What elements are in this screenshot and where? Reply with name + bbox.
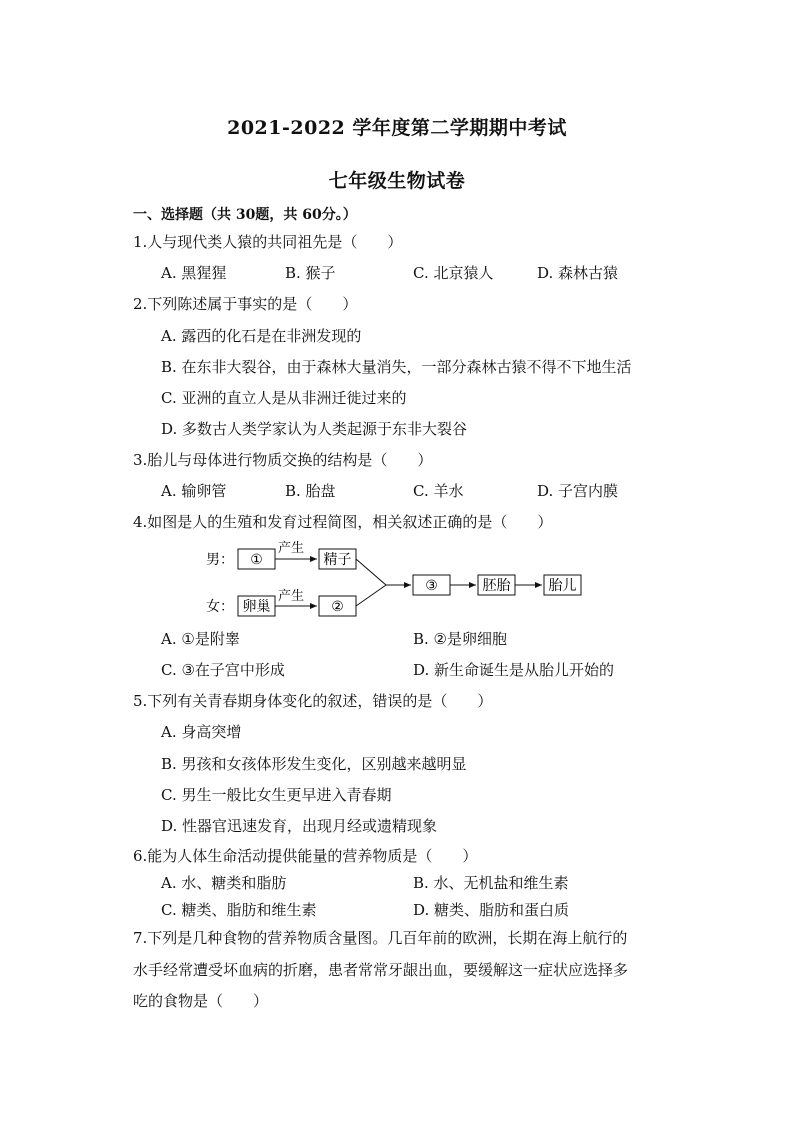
diagram-produce-label-male: 产生 — [278, 541, 305, 556]
q6-option-c: C. 糖类、脂肪和维生素 — [161, 901, 317, 919]
q4-option-b: B. ②是卵细胞 — [413, 630, 508, 648]
q1-option-c: C. 北京猿人 — [413, 264, 494, 282]
q5-option-d: D. 性器官迅速发育，出现月经或遗精现象 — [161, 817, 438, 835]
paper-subtitle: 七年级生物试卷 — [328, 170, 466, 192]
q2-option-a: A. 露西的化石是在非洲发现的 — [161, 327, 362, 345]
question-7-line-2: 水手经常遭受坏血病的折磨，患者常常牙龈出血，要缓解这一症状应选择多 — [133, 961, 629, 979]
q6-option-b: B. 水、无机盐和维生素 — [413, 874, 569, 892]
diagram-fetus-label: 胎儿 — [548, 578, 577, 594]
section-heading: 一、选择题（共 30题，共 60分。） — [133, 207, 357, 223]
q3-option-d: D. 子宫内膜 — [537, 482, 619, 500]
diagram-merge-line-top — [356, 559, 386, 585]
q3-option-b: B. 胎盘 — [285, 482, 336, 500]
question-6-stem: 6.能为人体生命活动提供能量的营养物质是（ ） — [133, 847, 478, 865]
reproduction-diagram — [200, 538, 600, 626]
question-1-stem: 1.人与现代类人猿的共同祖先是（ ） — [133, 233, 403, 251]
diagram-box-3-label: ③ — [425, 578, 438, 594]
q1-option-b: B. 猴子 — [285, 264, 336, 282]
q6-option-d: D. 糖类、脂肪和蛋白质 — [413, 901, 570, 919]
q1-option-a: A. 黑猩猩 — [161, 264, 227, 282]
question-7-line-3: 吃的食物是（ ） — [133, 992, 269, 1010]
diagram-box-2-label: ② — [331, 599, 344, 615]
q5-option-b: B. 男孩和女孩体形发生变化，区别越来越明显 — [161, 755, 467, 773]
diagram-produce-label-female: 产生 — [278, 589, 305, 604]
diagram-box-1-label: ① — [250, 552, 263, 568]
q3-option-c: C. 羊水 — [413, 482, 464, 500]
diagram-sperm-label: 精子 — [323, 552, 352, 568]
question-2-stem: 2.下列陈述属于事实的是（ ） — [133, 295, 358, 313]
q2-option-c: C. 亚洲的直立人是从非洲迁徙过来的 — [161, 389, 407, 407]
q1-option-d: D. 森林古猿 — [537, 264, 619, 282]
diagram-male-label: 男： — [206, 552, 234, 568]
question-5-stem: 5.下列有关青春期身体变化的叙述，错误的是（ ） — [133, 692, 493, 710]
diagram-female-label: 女： — [206, 599, 234, 615]
q2-option-d: D. 多数古人类学家认为人类起源于东非大裂谷 — [161, 420, 468, 438]
q4-option-c: C. ③在子宫中形成 — [161, 661, 285, 679]
diagram-ovary-label: 卵巢 — [242, 599, 271, 615]
q2-option-b: B. 在东非大裂谷，由于森林大量消失，一部分森林古猿不得不下地生活 — [161, 358, 632, 376]
q3-option-a: A. 输卵管 — [161, 482, 227, 500]
q5-option-a: A. 身高突增 — [161, 723, 242, 741]
q4-option-a: A. ①是附睾 — [161, 630, 240, 648]
question-3-stem: 3.胎儿与母体进行物质交换的结构是（ ） — [133, 451, 433, 469]
diagram-merge-line-bottom — [356, 585, 386, 606]
exam-title: 2021-2022 学年度第二学期期中考试 — [227, 117, 567, 139]
question-4-stem: 4.如图是人的生殖和发育过程简图，相关叙述正确的是（ ） — [133, 513, 553, 531]
q5-option-c: C. 男生一般比女生更早进入青春期 — [161, 786, 392, 804]
q6-option-a: A. 水、糖类和脂肪 — [161, 874, 287, 892]
diagram-embryo-label: 胚胎 — [482, 578, 511, 594]
q4-option-d: D. 新生命诞生是从胎儿开始的 — [413, 661, 615, 679]
question-7-line-1: 7.下列是几种食物的营养物质含量图。几百年前的欧洲，长期在海上航行的 — [133, 929, 628, 947]
